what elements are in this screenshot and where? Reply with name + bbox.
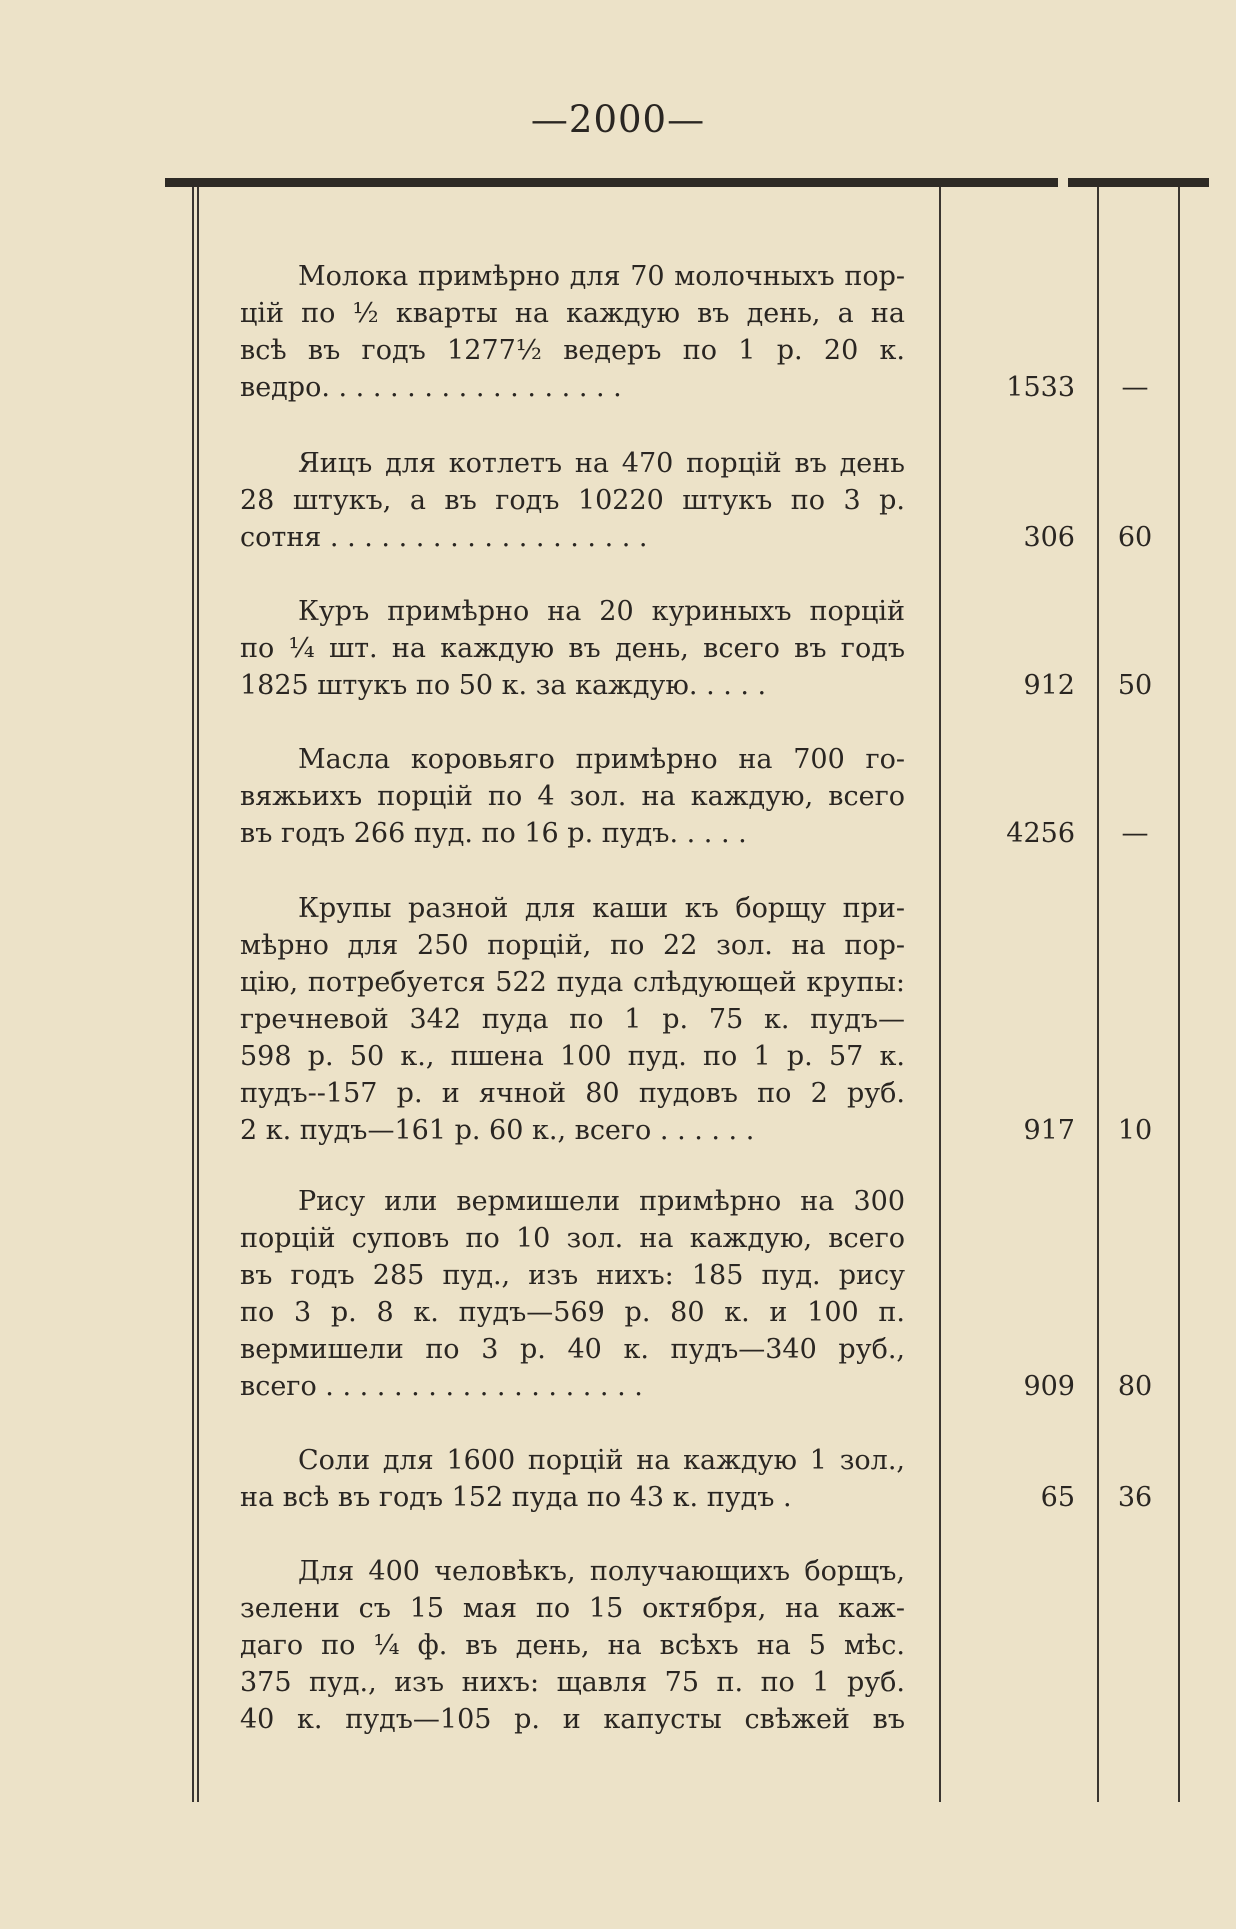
column-divider-rubles (939, 187, 941, 1802)
table-border-left-inner (197, 187, 199, 1802)
entry-line: Яицъ для котлетъ на 470 порцій въ день (298, 448, 905, 479)
entry-greens (240, 1553, 905, 1738)
amount-rubles: 1533 (1006, 372, 1075, 403)
entry-line: 28 штукъ, а въ годъ 10220 штукъ по 3 р. (240, 485, 905, 516)
entry-line: Масла коровьяго примѣрно на 700 го- (298, 744, 905, 775)
entry-line: Молока примѣрно для 70 молочныхъ пор- (298, 261, 905, 292)
entry-line: 375 пуд., изъ нихъ: щавля 75 п. по 1 руб. (240, 1667, 905, 1698)
entry-line: Соли для 1600 порцій на каждую 1 зол., (298, 1445, 905, 1476)
amount-rubles: 306 (1023, 522, 1075, 553)
entry-line: Рису или вермишели примѣрно на 300 (298, 1186, 905, 1217)
entry-salt (240, 1442, 905, 1516)
entry-rice (240, 1183, 905, 1405)
entry-line: даго по ¼ ф. въ день, на всѣхъ на 5 мѣс. (240, 1630, 905, 1661)
entry-line: въ годъ 266 пуд. по 16 р. пудъ. . . . . (240, 818, 747, 849)
entry-line: вермишели по 3 р. 40 к. пудъ—340 руб., (240, 1334, 905, 1365)
entry-line: 40 к. пудъ—105 р. и капусты свѣжей въ (240, 1704, 905, 1735)
entry-line: въ годъ 285 пуд., изъ нихъ: 185 пуд. рису (240, 1260, 905, 1291)
entry-line: гречневой 342 пуда по 1 р. 75 к. пудъ— (240, 1004, 905, 1035)
entry-line: всего . . . . . . . . . . . . . . . . . . . (240, 1371, 643, 1402)
amount-kopecks: 10 (1117, 1115, 1153, 1146)
entry-chickens (240, 593, 905, 704)
header-rule (165, 178, 1209, 187)
entry-milk (240, 258, 905, 406)
table-border-left (192, 187, 194, 1802)
amount-rubles: 4256 (1006, 818, 1075, 849)
amount-rubles: 912 (1023, 670, 1075, 701)
entry-line: Куръ примѣрно на 20 куриныхъ порцій (298, 596, 905, 627)
amount-kopecks: — (1121, 372, 1149, 403)
amount-rubles: 909 (1023, 1371, 1075, 1402)
entry-line: 2 к. пудъ—161 р. 60 к., всего . . . . . . (240, 1115, 755, 1146)
column-divider-kopecks (1097, 187, 1099, 1802)
amount-rubles: 65 (1040, 1482, 1075, 1513)
entry-line: мѣрно для 250 порцій, по 22 зол. на пор- (240, 930, 905, 961)
entry-line: по 3 р. 8 к. пудъ—569 р. 80 к. и 100 п. (240, 1297, 905, 1328)
entry-line: Крупы разной для каши къ борщу при- (298, 893, 905, 924)
entry-line: пудъ--157 р. и ячной 80 пудовъ по 2 руб. (240, 1078, 905, 1109)
entry-line: вяжьихъ порцій по 4 зол. на каждую, всего (240, 781, 905, 812)
amount-kopecks: 80 (1117, 1371, 1153, 1402)
table-border-right (1178, 187, 1180, 1802)
entry-line: порцій суповъ по 10 зол. на каждую, всего (240, 1223, 905, 1254)
entry-butter (240, 741, 905, 852)
entry-line: на всѣ въ годъ 152 пуда по 43 к. пудъ . (240, 1482, 792, 1513)
amount-kopecks: 36 (1117, 1482, 1153, 1513)
entry-groats (240, 890, 905, 1149)
entry-eggs (240, 445, 905, 556)
amount-kopecks: 60 (1117, 522, 1153, 553)
entry-line: 598 р. 50 к., пшена 100 пуд. по 1 р. 57 к. (240, 1041, 905, 1072)
amount-kopecks: 50 (1117, 670, 1153, 701)
amount-kopecks: — (1121, 818, 1149, 849)
entry-line: цій по ½ кварты на каждую въ день, а на (240, 298, 905, 329)
amount-rubles: 917 (1023, 1115, 1075, 1146)
entry-line: сотня . . . . . . . . . . . . . . . . . . . (240, 522, 648, 553)
entry-line: 1825 штукъ по 50 к. за каждую. . . . . (240, 670, 767, 701)
page-number: —2000— (530, 98, 706, 141)
entry-line: по ¼ шт. на каждую въ день, всего въ годъ (240, 633, 905, 664)
entry-line: зелени съ 15 мая по 15 октября, на каж- (240, 1593, 905, 1624)
entry-line: Для 400 человѣкъ, получающихъ борщъ, (298, 1556, 905, 1587)
entry-line: цію, потребуется 522 пуда слѣдующей крупы: (240, 967, 905, 998)
entry-line: ведро. . . . . . . . . . . . . . . . . . (240, 372, 622, 403)
entry-line: всѣ въ годъ 1277½ ведеръ по 1 р. 20 к. (240, 335, 905, 366)
